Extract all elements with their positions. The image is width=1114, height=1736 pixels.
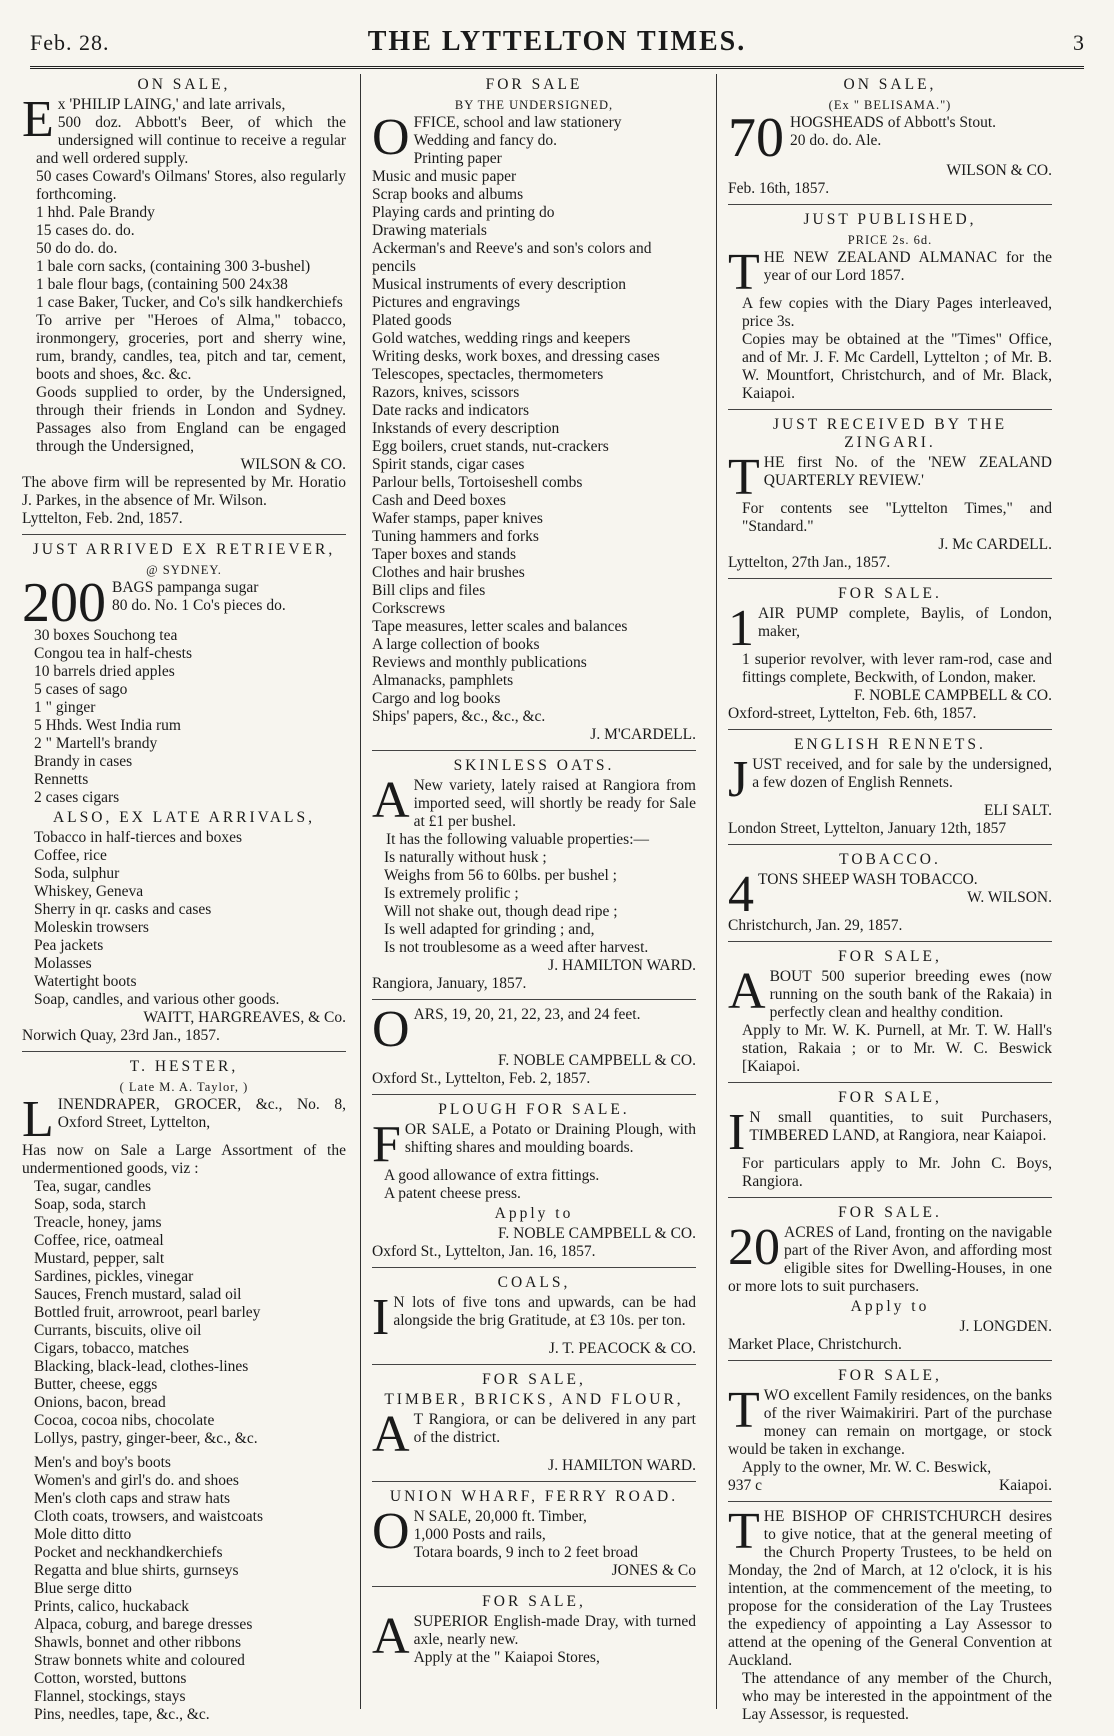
issue-date: Feb. 28. bbox=[30, 30, 110, 55]
ad-text: N lots of five tons and upwards, can be had alongside the brig Gratitude, at £3 10s. per ton. bbox=[393, 1294, 696, 1329]
drop-cap: L bbox=[22, 1091, 54, 1148]
ad-text: Apply to Mr. W. K. Purnell, at Mr. T. W. Hall's station, Rakaia ; or to Mr. W. C. Beswick [Kaiapoi. bbox=[742, 1022, 1052, 1075]
list-item: 1 bale corn sacks, (containing 300 3-bushel) bbox=[36, 258, 311, 275]
list-item: FFICE, school and law stationery bbox=[413, 114, 622, 131]
ad-signature: WILSON & CO. bbox=[946, 162, 1052, 179]
list-item: Coffee, rice bbox=[34, 847, 107, 864]
ad-line: BAGS pampanga sugar bbox=[112, 579, 259, 596]
list-item: Gold watches, wedding rings and keepers bbox=[372, 330, 631, 347]
ad-intro: x 'PHILIP LAING,' and late arrivals, bbox=[57, 96, 286, 113]
ad-timber-bricks-flour bbox=[372, 1371, 696, 1482]
ad-signature: JONES & Co bbox=[611, 1562, 696, 1579]
ad-date: Oxford St., Lyttelton, Feb. 2, 1857. bbox=[372, 1070, 591, 1087]
ad-heading: FOR SALE. bbox=[838, 585, 942, 602]
ad-text: ARS, 19, 20, 21, 22, 23, and 24 feet. bbox=[413, 1006, 641, 1023]
list-item: 2 cases cigars bbox=[34, 789, 120, 806]
ad-date: Oxford-street, Lyttelton, Feb. 6th, 1857. bbox=[728, 705, 977, 722]
ad-rennets bbox=[728, 736, 1052, 845]
ad-retriever bbox=[22, 541, 346, 1052]
list-item: Writing desks, work boxes, and dressing cases bbox=[372, 348, 660, 365]
drop-cap: A bbox=[372, 772, 410, 829]
page-number: 3 bbox=[1073, 30, 1084, 55]
ad-union-wharf bbox=[372, 1488, 696, 1587]
ad-almanac bbox=[728, 211, 1052, 410]
ad-text: UST received, and for sale by the undersigned, a few dozen of English Rennets. bbox=[752, 756, 1052, 791]
list-item: Bottled fruit, arrowroot, pearl barley bbox=[34, 1304, 261, 1321]
ad-text: New variety, lately raised at Rangiora from imported seed, will shortly be ready for Sale at £1 per bushel. bbox=[413, 777, 696, 830]
list-item: A large collection of books bbox=[372, 636, 540, 653]
list-item: 1 hhd. Pale Brandy bbox=[36, 204, 155, 221]
list-item: Cloth coats, trowsers, and waistcoats bbox=[34, 1508, 264, 1525]
ad-date: Market Place, Christchurch. bbox=[728, 1336, 902, 1353]
list-item: Inkstands of every description bbox=[372, 420, 560, 437]
list-item: Playing cards and printing do bbox=[372, 204, 555, 221]
ad-note: The above firm will be represented by Mr. Horatio J. Parkes, in the absence of Mr. Wilson. bbox=[22, 474, 346, 509]
list-item: Razors, knives, scissors bbox=[372, 384, 520, 401]
list-item: 15 cases do. do. bbox=[36, 222, 135, 239]
ad-zingari bbox=[728, 416, 1052, 579]
list-item: Goods supplied to order, by the Undersigned, through their friends in London and Sydney. Passages also from England can be engaged through the Undersigned, bbox=[36, 384, 346, 455]
ad-heading: JUST PUBLISHED, bbox=[803, 211, 977, 228]
list-item: To arrive per "Heroes of Alma," tobacco, ironmongery, groceries, port and sherry wine, rum, brandy, candles, tea, pitch and tar, cement, boots and shoes, &c. &c. bbox=[36, 312, 346, 383]
list-item: Brandy in cases bbox=[34, 753, 133, 770]
list-item: Taper boxes and stands bbox=[372, 546, 516, 563]
drop-cap: O bbox=[372, 1503, 410, 1560]
drop-cap: E bbox=[22, 91, 54, 148]
ad-text: Has now on Sale a Large Assortment of the undermentioned goods, viz : bbox=[22, 1142, 346, 1177]
column-3 bbox=[728, 74, 1052, 1736]
list-item: Is not troublesome as a weed after harvest. bbox=[384, 939, 649, 956]
ad-date: Feb. 16th, 1857. bbox=[728, 180, 830, 197]
ad-text: Copies may be obtained at the "Times" Office, and of Mr. J. F. Mc Cardell, Lyttelton ; of Mr. B. W. Mountfort, Christchurch, and of Mr. Black, Kaiapoi. bbox=[742, 331, 1052, 402]
list-item: Lollys, pastry, ginger-beer, &c., &c. bbox=[34, 1430, 258, 1447]
masthead bbox=[30, 22, 1084, 58]
ad-tobacco bbox=[728, 851, 1052, 942]
list-item: Regatta and blue shirts, gurnseys bbox=[34, 1562, 239, 1579]
ad-subheading: @ SYDNEY. bbox=[146, 563, 222, 577]
ad-text: SUPERIOR English-made Dray, with turned axle, nearly new. bbox=[413, 1613, 696, 1648]
list-item: Tobacco in half-tierces and boxes bbox=[34, 829, 243, 846]
ad-dray bbox=[372, 1593, 696, 1673]
ad-text: For contents see "Lyttelton Times," and "Standard." bbox=[742, 500, 1052, 535]
ad-heading: ALSO, EX LATE ARRIVALS, bbox=[52, 809, 316, 826]
ad-signature: W. WILSON. bbox=[967, 889, 1052, 906]
ad-ewes bbox=[728, 948, 1052, 1083]
list-item: Sherry in qr. casks and cases bbox=[34, 901, 212, 918]
ad-heading: PLOUGH FOR SALE. bbox=[438, 1101, 630, 1118]
drop-cap: T bbox=[728, 1382, 760, 1439]
list-item: Cigars, tobacco, matches bbox=[34, 1340, 189, 1357]
drop-cap: A bbox=[372, 1608, 410, 1665]
ad-timbered-land bbox=[728, 1089, 1052, 1198]
list-item: Butter, cheese, eggs bbox=[34, 1376, 158, 1393]
list-item: 50 do do. do. bbox=[36, 240, 118, 257]
ad-text: HE BISHOP OF CHRISTCHURCH desires to give notice, that at the general meeting of the Church Property Trustees, to be held on Monday, the 2nd of March, at 12 o'clock, it is his intention, at the commencement of the meeting, to propose for the consideration of the Lay Trustees the expediency of appointing a Lay Assessor to attend at the opening of the General Convention at Auckland. bbox=[728, 1508, 1052, 1669]
ad-text: OR SALE, a Potato or Draining Plough, with shifting shares and moulding boards. bbox=[404, 1121, 696, 1156]
list-item: 5 cases of sago bbox=[34, 681, 128, 698]
ad-signature: F. NOBLE CAMPBELL & CO. bbox=[498, 1052, 696, 1069]
list-item: Shawls, bonnet and other ribbons bbox=[34, 1634, 242, 1651]
list-item: Tea, sugar, candles bbox=[34, 1178, 152, 1195]
drop-cap: A bbox=[372, 1406, 410, 1463]
ad-subheading: BY THE UNDERSIGNED, bbox=[454, 98, 614, 112]
list-item: Blue serge ditto bbox=[34, 1580, 132, 1597]
list-item: Printing paper bbox=[413, 150, 502, 167]
list-item: 50 cases Coward's Oilmans' Stores, also regularly forthcoming. bbox=[36, 168, 346, 203]
list-item: Congou tea in half-chests bbox=[34, 645, 192, 662]
list-item: Drawing materials bbox=[372, 222, 487, 239]
ad-text: T Rangiora, or can be delivered in any part of the district. bbox=[413, 1411, 696, 1446]
ad-code: 937 c bbox=[728, 1477, 763, 1494]
ad-text: The attendance of any member of the Church, who may be interested in the appointment of the Lay Assessor, is requested. bbox=[742, 1670, 1052, 1723]
ad-heading: T. HESTER, bbox=[129, 1058, 239, 1075]
ad-text: WO excellent Family residences, on the banks of the river Waimakiriri. Part of the purchase money can remain on mortgage, or stock would be taken in exchange. bbox=[728, 1387, 1052, 1458]
list-item: Currants, biscuits, olive oil bbox=[34, 1322, 202, 1339]
list-item: 1 " ginger bbox=[34, 699, 96, 716]
column-divider bbox=[360, 74, 361, 1709]
ad-signature: J. Mc CARDELL. bbox=[938, 536, 1052, 553]
list-item: Cash and Deed boxes bbox=[372, 492, 506, 509]
drop-cap: O bbox=[372, 1001, 410, 1058]
ad-heading: FOR SALE, bbox=[482, 1371, 586, 1388]
list-item: Is naturally without husk ; bbox=[384, 849, 547, 866]
ad-text: AIR PUMP complete, Baylis, of London, maker, bbox=[758, 605, 1052, 640]
ad-line: Totara boards, 9 inch to 2 feet broad bbox=[413, 1544, 639, 1561]
item-list bbox=[372, 1167, 696, 1203]
drop-cap: I bbox=[372, 1289, 390, 1346]
ad-heading: FOR SALE. bbox=[838, 1204, 942, 1221]
ad-heading: JUST ARRIVED EX RETRIEVER, bbox=[32, 541, 336, 558]
ad-text: Apply to the owner, Mr. W. C. Beswick, bbox=[742, 1459, 992, 1476]
column-2 bbox=[372, 74, 696, 1679]
ad-date: Christchurch, Jan. 29, 1857. bbox=[728, 917, 903, 934]
list-item: Mole ditto ditto bbox=[34, 1526, 132, 1543]
list-item: A patent cheese press. bbox=[384, 1185, 521, 1202]
ad-date: London Street, Lyttelton, January 12th, 1857 bbox=[728, 820, 1007, 837]
ad-oars bbox=[372, 1001, 696, 1095]
list-item: Blacking, black-lead, clothes-lines bbox=[34, 1358, 249, 1375]
ad-heading: ON SALE, bbox=[843, 76, 937, 93]
ad-text: N small quantities, to suit Purchasers, TIMBERED LAND, at Rangiora, near Kaiapoi. bbox=[749, 1109, 1052, 1144]
ad-date: Lyttelton, 27th Jan., 1857. bbox=[728, 554, 891, 571]
list-item: Straw bonnets white and coloured bbox=[34, 1652, 245, 1669]
list-item: Pins, needles, tape, &c., &c. bbox=[34, 1706, 210, 1723]
column-divider bbox=[716, 74, 717, 1709]
list-item: Pictures and engravings bbox=[372, 294, 521, 311]
ad-text: 1 superior revolver, with lever ram-rod, case and fittings complete, Beckwith, of London, maker. bbox=[742, 651, 1052, 686]
list-item: Music and music paper bbox=[372, 168, 517, 185]
big-number: 200 bbox=[22, 572, 106, 634]
drop-cap: O bbox=[372, 109, 410, 166]
ad-heading: FOR SALE, bbox=[482, 1593, 586, 1610]
ad-plough bbox=[372, 1101, 696, 1268]
ad-signature: F. NOBLE CAMPBELL & CO. bbox=[854, 687, 1052, 704]
item-list bbox=[22, 627, 346, 807]
list-item: Ackerman's and Reeve's and son's colors and pencils bbox=[372, 240, 652, 275]
list-item: Cotton, worsted, buttons bbox=[34, 1670, 187, 1687]
list-item: Is well adapted for grinding ; and, bbox=[384, 921, 595, 938]
list-item: Coffee, rice, oatmeal bbox=[34, 1232, 164, 1249]
list-item: Plated goods bbox=[372, 312, 452, 329]
ad-subheading: ( Late M. A. Taylor, ) bbox=[119, 1080, 249, 1094]
big-number: 70 bbox=[728, 107, 784, 169]
drop-cap: J bbox=[728, 751, 749, 808]
list-item: 10 barrels dried apples bbox=[34, 663, 175, 680]
ad-wilson-on-sale bbox=[22, 76, 346, 535]
ad-heading: SKINLESS OATS. bbox=[453, 757, 615, 774]
item-list bbox=[22, 1454, 346, 1724]
list-item: Tape measures, letter scales and balances bbox=[372, 618, 628, 635]
list-item: Flannel, stockings, stays bbox=[34, 1688, 186, 1705]
ad-intro: INENDRAPER, GROCER, &c., No. 8, Oxford Street, Lyttelton, bbox=[57, 1096, 346, 1131]
ad-signature: J. HAMILTON WARD. bbox=[548, 957, 696, 974]
drop-cap: F bbox=[372, 1116, 401, 1173]
list-item: Cargo and log books bbox=[372, 690, 501, 707]
ad-line: HOGSHEADS of Abbott's Stout. bbox=[790, 114, 997, 131]
ad-line: N SALE, 20,000 ft. Timber, bbox=[413, 1508, 587, 1525]
list-item: Scrap books and albums bbox=[372, 186, 524, 203]
list-item: Men's cloth caps and straw hats bbox=[34, 1490, 231, 1507]
list-item: Almanacks, pamphlets bbox=[372, 672, 514, 689]
drop-cap: I bbox=[728, 1104, 746, 1161]
ad-signature: ELI SALT. bbox=[983, 802, 1052, 819]
list-item: Men's and boy's boots bbox=[34, 1454, 171, 1471]
drop-cap: T bbox=[728, 244, 760, 301]
ad-text: HE NEW ZEALAND ALMANAC for the year of our Lord 1857. bbox=[763, 249, 1052, 284]
ad-big-number-row bbox=[22, 572, 346, 634]
ad-signature: WAITT, HARGREAVES, & Co. bbox=[143, 1009, 346, 1026]
list-item: Cocoa, cocoa nibs, chocolate bbox=[34, 1412, 215, 1429]
list-item: Is extremely prolific ; bbox=[384, 885, 519, 902]
list-item: Women's and girl's do. and shoes bbox=[34, 1472, 239, 1489]
list-item: Ships' papers, &c., &c., &c. bbox=[372, 708, 546, 725]
ad-text: It has the following valuable properties:— bbox=[386, 831, 650, 848]
item-list bbox=[22, 114, 346, 456]
list-item: Spirit stands, cigar cases bbox=[372, 456, 525, 473]
big-number: 4 bbox=[728, 866, 754, 923]
ad-text: TONS SHEEP WASH TOBACCO. bbox=[758, 871, 978, 888]
list-item: Pea jackets bbox=[34, 937, 104, 954]
list-item: Watertight boots bbox=[34, 973, 137, 990]
ad-signature: J. T. PEACOCK & CO. bbox=[548, 1340, 696, 1357]
drop-cap: A bbox=[728, 963, 766, 1020]
ad-subheading: PRICE 2s. 6d. bbox=[847, 233, 933, 247]
ad-apply: Apply to bbox=[494, 1205, 574, 1222]
list-item: Corkscrews bbox=[372, 600, 446, 617]
ad-coals bbox=[372, 1274, 696, 1365]
drop-cap: T bbox=[728, 449, 760, 506]
ad-text: ACRES of Land, fronting on the navigable part of the River Avon, and affording most eligible sites for Dwelling-Houses, in one or more lots to suit purchasers. bbox=[728, 1224, 1052, 1295]
list-item: Telescopes, spectacles, thermometers bbox=[372, 366, 604, 383]
ad-date: Oxford St., Lyttelton, Jan. 16, 1857. bbox=[372, 1243, 596, 1260]
list-item: Soap, candles, and various other goods. bbox=[34, 991, 280, 1008]
item-list bbox=[372, 109, 696, 726]
list-item: 1 case Baker, Tucker, and Co's silk handkerchiefs bbox=[36, 294, 343, 311]
list-item: Tuning hammers and forks bbox=[372, 528, 539, 545]
ad-text: HE first No. of the 'NEW ZEALAND QUARTERLY REVIEW.' bbox=[763, 454, 1052, 489]
ad-acres bbox=[728, 1204, 1052, 1361]
item-list bbox=[372, 849, 696, 957]
list-item: Date racks and indicators bbox=[372, 402, 530, 419]
big-number: 20 bbox=[728, 1219, 780, 1276]
ad-heading: FOR SALE bbox=[485, 76, 583, 93]
ad-skinless-oats bbox=[372, 757, 696, 1000]
list-item: 500 doz. Abbott's Beer, of which the undersigned will continue to receive a regular and well ordered supply. bbox=[36, 114, 346, 167]
list-item: 1 bale flour bags, (containing 500 24x38 bbox=[36, 276, 288, 293]
ad-belisama bbox=[728, 76, 1052, 205]
list-item: 2 " Martell's brandy bbox=[34, 735, 158, 752]
list-item: Moleskin trowsers bbox=[34, 919, 149, 936]
ad-residences bbox=[728, 1367, 1052, 1502]
ad-text: BOUT 500 superior breeding ewes (now running on the south bank of the Rakaia) in perfectly clean and healthy condition. bbox=[769, 968, 1052, 1021]
ad-subheading: TIMBER, BRICKS, AND FLOUR, bbox=[384, 1391, 684, 1408]
ad-place: Kaiapoi. bbox=[999, 1477, 1052, 1494]
list-item: Treacle, honey, jams bbox=[34, 1214, 162, 1231]
list-item: Soap, soda, starch bbox=[34, 1196, 146, 1213]
list-item: Wedding and fancy do. bbox=[413, 132, 557, 149]
ad-line: 20 do. do. Ale. bbox=[790, 132, 882, 149]
list-item: Clothes and hair brushes bbox=[372, 564, 525, 581]
ad-signature: J. M'CARDELL. bbox=[590, 726, 696, 743]
list-item: Weighs from 56 to 60lbs. per bushel ; bbox=[384, 867, 617, 884]
list-item: Pocket and neckhandkerchiefs bbox=[34, 1544, 223, 1561]
list-item: Musical instruments of every description bbox=[372, 276, 626, 293]
list-item: Prints, calico, huckaback bbox=[34, 1598, 189, 1615]
list-item: Wafer stamps, paper knives bbox=[372, 510, 543, 527]
ad-heading: FOR SALE, bbox=[838, 1367, 942, 1384]
list-item: 5 Hhds. West India rum bbox=[34, 717, 181, 734]
ad-line: 1,000 Posts and rails, bbox=[413, 1526, 546, 1543]
list-item: Will not shake out, though dead ripe ; bbox=[384, 903, 618, 920]
list-item: Bill clips and files bbox=[372, 582, 486, 599]
list-item: Parlour bells, Tortoiseshell combs bbox=[372, 474, 583, 491]
ad-heading: FOR SALE, bbox=[838, 948, 942, 965]
ad-heading: UNION WHARF, FERRY ROAD. bbox=[389, 1488, 679, 1505]
ad-signature: WILSON & CO. bbox=[240, 456, 346, 473]
ad-air-pump bbox=[728, 585, 1052, 730]
list-item: Molasses bbox=[34, 955, 92, 972]
ad-signature: F. NOBLE CAMPBELL & CO. bbox=[498, 1225, 696, 1242]
ad-text: A few copies with the Diary Pages interleaved, price 3s. bbox=[742, 295, 1052, 330]
ad-heading: TOBACCO. bbox=[839, 851, 941, 868]
ad-mccardell-stationery bbox=[372, 76, 696, 751]
list-item: Alpaca, coburg, and barege dresses bbox=[34, 1616, 253, 1633]
ad-apply: Apply at the " Kaiapoi Stores, bbox=[413, 1649, 600, 1666]
item-list bbox=[22, 829, 346, 1009]
list-item: Onions, bacon, bread bbox=[34, 1394, 166, 1411]
ad-apply: Apply to bbox=[850, 1298, 930, 1315]
ad-signature: J. LONGDEN. bbox=[959, 1318, 1052, 1335]
ad-heading: COALS, bbox=[497, 1274, 571, 1291]
column-1 bbox=[22, 74, 346, 1736]
list-item: Egg boilers, cruet stands, nut-crackers bbox=[372, 438, 609, 455]
ad-heading: FOR SALE, bbox=[838, 1089, 942, 1106]
list-item: Sardines, pickles, vinegar bbox=[34, 1268, 194, 1285]
ad-date: Norwich Quay, 23rd Jan., 1857. bbox=[22, 1027, 220, 1044]
newspaper-title: THE LYTTELTON TIMES. bbox=[367, 26, 747, 57]
list-item: A good allowance of extra fittings. bbox=[384, 1167, 600, 1184]
masthead-rule bbox=[30, 66, 1084, 69]
ad-date: Rangiora, January, 1857. bbox=[372, 975, 527, 992]
ad-signature: J. HAMILTON WARD. bbox=[548, 1457, 696, 1474]
ad-line: 80 do. No. 1 Co's pieces do. bbox=[112, 597, 286, 614]
list-item: Soda, sulphur bbox=[34, 865, 120, 882]
ad-heading: JUST RECEIVED BY THE ZINGARI. bbox=[772, 416, 1008, 451]
ad-heading: ON SALE, bbox=[137, 76, 231, 93]
list-item: Whiskey, Geneva bbox=[34, 883, 144, 900]
big-number: 1 bbox=[728, 600, 754, 657]
list-item: Rennetts bbox=[34, 771, 89, 788]
list-item: 30 boxes Souchong tea bbox=[34, 627, 178, 644]
list-item: Sauces, French mustard, salad oil bbox=[34, 1286, 242, 1303]
ad-text: For particulars apply to Mr. John C. Boys, Rangiora. bbox=[742, 1155, 1052, 1190]
list-item: Reviews and monthly publications bbox=[372, 654, 587, 671]
ad-bishop bbox=[728, 1503, 1052, 1730]
ad-heading: ENGLISH RENNETS. bbox=[794, 736, 986, 753]
item-list bbox=[22, 1178, 346, 1448]
ad-subheading: (Ex " BELISAMA.") bbox=[828, 98, 952, 112]
ad-date: Lyttelton, Feb. 2nd, 1857. bbox=[22, 510, 183, 527]
ad-hester bbox=[22, 1058, 346, 1730]
drop-cap: T bbox=[728, 1503, 760, 1560]
list-item: Mustard, pepper, salt bbox=[34, 1250, 165, 1267]
